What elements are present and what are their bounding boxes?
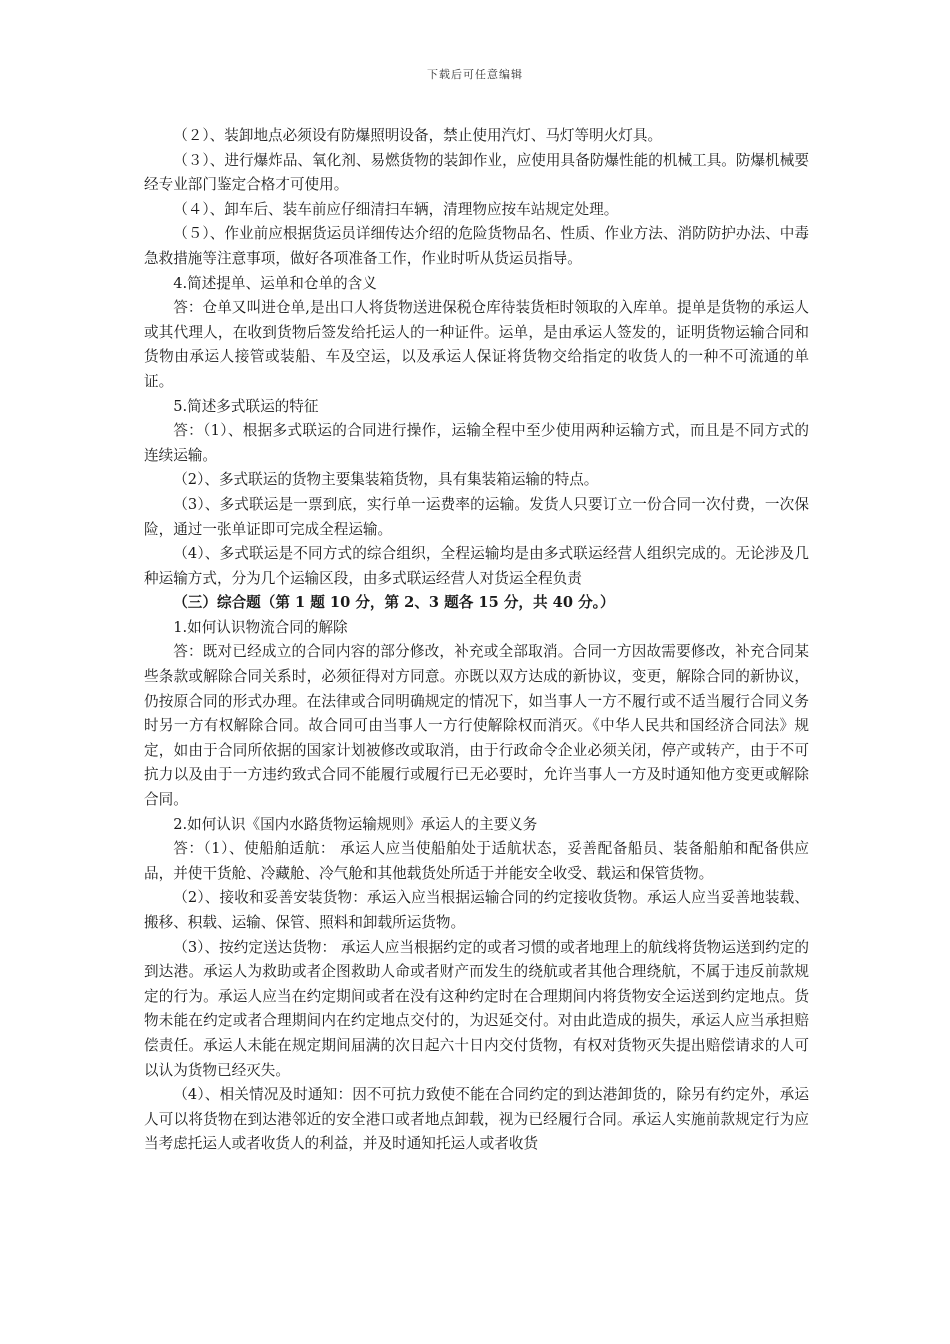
question-5-heading: 5.简述多式联运的特征 [173,397,319,415]
answer-5-item-4: （4）、多式联运是不同方式的综合组织，全程运输均是由多式联运经营人组织完成的。无论涉及几种运输方式，分为几个运输区段，由多式联运经营人对货运全程负责 [144,545,809,587]
answer-5-item-2: （2）、多式联运的货物主要集装箱货物，具有集装箱运输的特点。 [173,471,599,489]
paragraph-item-2: （２）、装卸地点必须设有防爆照明设备，禁止使用汽灯、马灯等明火灯具。 [173,127,663,144]
answer-4: 答：仓单又叫进仓单,是出口人将货物送进保税仓库待装货柜时领取的入库单。提单是货物的承运人或其代理人，在收到货物后签发给托运人的一种证件。运单，是由承运人签发的，证明货物运输合同和货物由承运人接管或装船、车及空运，以及承运人保证将货物交给指定的收货人的一种不可流通的单证。 [144,299,809,390]
document-body [144,124,809,1157]
paragraph-item-5: （５）、作业前应根据货运员详细传达介绍的危险货物品名、性质、作业方法、消防防护办法、中毒急救措施等注意事项，做好各项准备工作，作业时听从货运员指导。 [144,225,809,267]
comprehensive-answer-2-item-2: （2）、接收和妥善安装货物：承运入应当根据运输合同的约定接收货物。承运人应当妥善地装载、搬移、积载、运输、保管、照料和卸载所运货物。 [144,889,809,931]
section-3-heading: （三）综合题（第 1 题 10 分，第 2、3 题各 15 分，共 40 分。） [173,594,615,612]
page-header: 下载后可任意编辑 [427,68,523,81]
comprehensive-answer-1: 答：既对已经成立的合同内容的部分修改，补充或全部取消。合同一方因故需要修改，补充合同某些条款或解除合同关系时，必须征得对方同意。亦既以双方达成的新协议，变更，解除合同的新协议，仍按原合同的形式办理。在法律或合同明确规定的情况下，如当事人一方不履行或不适当履行合同义务时另一方有权解除合同。故合同可由当事人一方行使解除权而消灭。《中华人民共和国经济合同法》规定，如由于合同所依据的国家计划被修改或取消，由于行政命令企业必须关闭，停产或转产，由于不可抗力以及由于一方违约致式合同不能履行或履行已无必要时，允许当事人一方及时通知他方变更或解除合同。 [144,643,809,809]
paragraph-item-3: （３）、进行爆炸品、氧化剂、易燃货物的装卸作业，应使用具备防爆性能的机械工具。防爆机械要经专业部门鉴定合格才可使用。 [144,151,809,194]
comprehensive-answer-2-item-1: 答：（1）、使船舶适航： 承运人应当使船舶处于适航状态，妥善配备船员、装备船舶和配备供应品，并使干货舱、冷藏舱、冷气舱和其他载货处所适于并能安全收受、载运和保管货物。 [144,840,809,882]
paragraph-item-4: （４）、卸车后、装车前应仔细清扫车辆，清理物应按车站规定处理。 [173,200,619,218]
comprehensive-question-2-heading: 2.如何认识《国内水路货物运输规则》承运人的主要义务 [173,815,538,833]
question-4-heading: 4.简述提单、运单和仓单的含义 [173,274,377,292]
comprehensive-answer-2-item-3: （3）、按约定送达货物： 承运人应当根据约定的或者习惯的或者地理上的航线将货物运送到约定的到达港。承运人为救助或者企图救助人命或者财产而发生的绕航或者其他合理绕航，不属于违反前款规定的行为。承运人应当在约定期间或者在没有这种约定时在合理期间内将货物安全运送到约定地点。货物未能在约定或者合理期间内在约定地点交付的，为迟延交付。对由此造成的损失，承运人应当承担赔偿责任。承运人未能在规定期间届满的次日起六十日内交付货物，有权对货物灭失提出赔偿请求的人可以认为货物已经灭失。 [144,938,809,1079]
comprehensive-answer-2-item-4: （4）、相关情况及时通知：因不可抗力致使不能在合同约定的到达港卸货的，除另有约定外，承运人可以将货物在到达港邻近的安全港口或者地点卸载，视为已经履行合同。承运人实施前款规定行为应当考虑托运人或者收货人的利益，并及时通知托运人或者收货 [144,1086,809,1153]
comprehensive-question-1-heading: 1.如何认识物流合同的解除 [173,618,348,636]
answer-5-item-1: 答：（1）、根据多式联运的合同进行操作，运输全程中至少使用两种运输方式，而且是不同方式的连续运输。 [144,422,809,464]
answer-5-item-3: （3）、多式联运是一票到底，实行单一运费率的运输。发货人只要订立一份合同一次付费，一次保险，通过一张单证即可完成全程运输。 [144,495,809,538]
